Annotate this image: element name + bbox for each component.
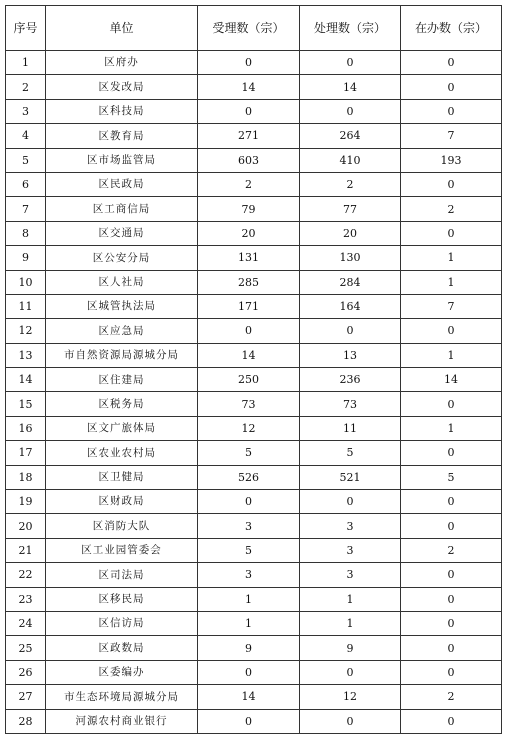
cell-index: 21: [6, 538, 46, 562]
cell-accepted: 0: [198, 51, 300, 75]
cell-unit: 区税务局: [46, 392, 198, 416]
table-row: [6, 343, 502, 367]
cell-unit: 区交通局: [46, 221, 198, 245]
cell-index: 4: [6, 124, 46, 148]
cell-handled: 1: [300, 587, 401, 611]
table-row: [6, 563, 502, 587]
cell-accepted: 79: [198, 197, 300, 221]
cell-pending: 0: [401, 636, 502, 660]
cell-accepted: 0: [198, 319, 300, 343]
complaints-table: [5, 5, 502, 734]
cell-accepted: 526: [198, 465, 300, 489]
cell-accepted: 73: [198, 392, 300, 416]
table-row: [6, 392, 502, 416]
cell-unit: 区工业园管委会: [46, 538, 198, 562]
cell-handled: 11: [300, 416, 401, 440]
table-row: [6, 441, 502, 465]
cell-index: 17: [6, 441, 46, 465]
cell-pending: 14: [401, 368, 502, 392]
cell-handled: 20: [300, 221, 401, 245]
cell-unit: 区委编办: [46, 660, 198, 684]
cell-unit: 区财政局: [46, 490, 198, 514]
table-header-row: [6, 6, 502, 51]
cell-pending: 2: [401, 538, 502, 562]
cell-handled: 236: [300, 368, 401, 392]
cell-accepted: 285: [198, 270, 300, 294]
cell-accepted: 0: [198, 99, 300, 123]
table-row: [6, 490, 502, 514]
cell-unit: 区住建局: [46, 368, 198, 392]
table-row: [6, 660, 502, 684]
cell-accepted: 603: [198, 148, 300, 172]
table-row: [6, 319, 502, 343]
cell-pending: 0: [401, 51, 502, 75]
cell-index: 19: [6, 490, 46, 514]
cell-pending: 0: [401, 490, 502, 514]
cell-handled: 2: [300, 172, 401, 196]
cell-index: 25: [6, 636, 46, 660]
cell-handled: 284: [300, 270, 401, 294]
table-row: [6, 709, 502, 733]
cell-index: 15: [6, 392, 46, 416]
table-row: [6, 294, 502, 318]
cell-accepted: 14: [198, 343, 300, 367]
cell-handled: 521: [300, 465, 401, 489]
table-row: [6, 270, 502, 294]
cell-handled: 5: [300, 441, 401, 465]
cell-handled: 13: [300, 343, 401, 367]
cell-handled: 0: [300, 660, 401, 684]
cell-unit: 区府办: [46, 51, 198, 75]
cell-unit: 区信访局: [46, 611, 198, 635]
header-handled: 处理数（宗）: [300, 6, 401, 51]
cell-unit: 区人社局: [46, 270, 198, 294]
cell-unit: 区民政局: [46, 172, 198, 196]
cell-index: 26: [6, 660, 46, 684]
cell-accepted: 5: [198, 441, 300, 465]
cell-pending: 0: [401, 319, 502, 343]
cell-index: 18: [6, 465, 46, 489]
cell-index: 16: [6, 416, 46, 440]
cell-accepted: 271: [198, 124, 300, 148]
cell-pending: 193: [401, 148, 502, 172]
cell-unit: 区卫健局: [46, 465, 198, 489]
cell-pending: 1: [401, 270, 502, 294]
table-row: [6, 221, 502, 245]
cell-accepted: 3: [198, 563, 300, 587]
cell-unit: 市生态环境局源城分局: [46, 685, 198, 709]
cell-index: 5: [6, 148, 46, 172]
cell-index: 10: [6, 270, 46, 294]
cell-pending: 7: [401, 294, 502, 318]
cell-accepted: 20: [198, 221, 300, 245]
cell-handled: 0: [300, 99, 401, 123]
cell-unit: 区教育局: [46, 124, 198, 148]
table-row: [6, 75, 502, 99]
cell-unit: 区市场监管局: [46, 148, 198, 172]
cell-pending: 5: [401, 465, 502, 489]
cell-handled: 14: [300, 75, 401, 99]
cell-pending: 0: [401, 514, 502, 538]
cell-handled: 3: [300, 538, 401, 562]
table-row: [6, 368, 502, 392]
table-row: [6, 685, 502, 709]
cell-pending: 0: [401, 660, 502, 684]
table-body: [6, 51, 502, 734]
cell-handled: 0: [300, 51, 401, 75]
cell-accepted: 0: [198, 709, 300, 733]
cell-unit: 区文广旅体局: [46, 416, 198, 440]
cell-pending: 1: [401, 246, 502, 270]
cell-accepted: 14: [198, 685, 300, 709]
cell-handled: 3: [300, 563, 401, 587]
cell-handled: 164: [300, 294, 401, 318]
cell-handled: 73: [300, 392, 401, 416]
cell-accepted: 0: [198, 490, 300, 514]
table-row: [6, 246, 502, 270]
cell-pending: 0: [401, 611, 502, 635]
table-row: [6, 611, 502, 635]
table-row: [6, 636, 502, 660]
cell-index: 2: [6, 75, 46, 99]
cell-unit: 河源农村商业银行: [46, 709, 198, 733]
cell-pending: 1: [401, 343, 502, 367]
cell-handled: 410: [300, 148, 401, 172]
cell-unit: 区移民局: [46, 587, 198, 611]
cell-pending: 0: [401, 172, 502, 196]
cell-accepted: 5: [198, 538, 300, 562]
cell-index: 9: [6, 246, 46, 270]
cell-index: 1: [6, 51, 46, 75]
cell-pending: 0: [401, 709, 502, 733]
cell-index: 8: [6, 221, 46, 245]
cell-unit: 区发改局: [46, 75, 198, 99]
header-index: 序号: [6, 6, 46, 51]
cell-index: 20: [6, 514, 46, 538]
cell-accepted: 171: [198, 294, 300, 318]
cell-index: 22: [6, 563, 46, 587]
cell-index: 14: [6, 368, 46, 392]
cell-pending: 0: [401, 99, 502, 123]
header-accepted: 受理数（宗）: [198, 6, 300, 51]
cell-handled: 264: [300, 124, 401, 148]
cell-handled: 0: [300, 709, 401, 733]
cell-handled: 130: [300, 246, 401, 270]
cell-handled: 77: [300, 197, 401, 221]
cell-unit: 区公安分局: [46, 246, 198, 270]
cell-handled: 0: [300, 490, 401, 514]
cell-accepted: 2: [198, 172, 300, 196]
cell-unit: 区政数局: [46, 636, 198, 660]
cell-index: 11: [6, 294, 46, 318]
table-row: [6, 197, 502, 221]
header-unit: 单位: [46, 6, 198, 51]
cell-index: 27: [6, 685, 46, 709]
cell-pending: 0: [401, 221, 502, 245]
cell-accepted: 14: [198, 75, 300, 99]
cell-handled: 3: [300, 514, 401, 538]
cell-pending: 0: [401, 563, 502, 587]
table-row: [6, 514, 502, 538]
cell-unit: 区应急局: [46, 319, 198, 343]
cell-index: 23: [6, 587, 46, 611]
cell-unit: 区消防大队: [46, 514, 198, 538]
cell-index: 24: [6, 611, 46, 635]
cell-pending: 0: [401, 392, 502, 416]
cell-pending: 2: [401, 197, 502, 221]
cell-accepted: 250: [198, 368, 300, 392]
cell-accepted: 1: [198, 611, 300, 635]
cell-pending: 2: [401, 685, 502, 709]
table-row: [6, 538, 502, 562]
cell-pending: 7: [401, 124, 502, 148]
cell-pending: 0: [401, 75, 502, 99]
table-row: [6, 51, 502, 75]
cell-unit: 市自然资源局源城分局: [46, 343, 198, 367]
cell-handled: 12: [300, 685, 401, 709]
cell-index: 12: [6, 319, 46, 343]
cell-index: 6: [6, 172, 46, 196]
table-row: [6, 416, 502, 440]
cell-handled: 0: [300, 319, 401, 343]
cell-accepted: 9: [198, 636, 300, 660]
cell-accepted: 1: [198, 587, 300, 611]
table-row: [6, 172, 502, 196]
cell-index: 28: [6, 709, 46, 733]
cell-unit: 区工商信局: [46, 197, 198, 221]
cell-unit: 区农业农村局: [46, 441, 198, 465]
table-row: [6, 465, 502, 489]
cell-index: 3: [6, 99, 46, 123]
table-row: [6, 124, 502, 148]
cell-unit: 区司法局: [46, 563, 198, 587]
cell-handled: 9: [300, 636, 401, 660]
cell-index: 7: [6, 197, 46, 221]
cell-pending: 0: [401, 441, 502, 465]
cell-accepted: 131: [198, 246, 300, 270]
cell-accepted: 3: [198, 514, 300, 538]
cell-unit: 区科技局: [46, 99, 198, 123]
cell-index: 13: [6, 343, 46, 367]
table-row: [6, 587, 502, 611]
cell-pending: 1: [401, 416, 502, 440]
table-row: [6, 148, 502, 172]
table-row: [6, 99, 502, 123]
cell-handled: 1: [300, 611, 401, 635]
cell-accepted: 12: [198, 416, 300, 440]
cell-unit: 区城管执法局: [46, 294, 198, 318]
header-pending: 在办数（宗）: [401, 6, 502, 51]
cell-accepted: 0: [198, 660, 300, 684]
cell-pending: 0: [401, 587, 502, 611]
